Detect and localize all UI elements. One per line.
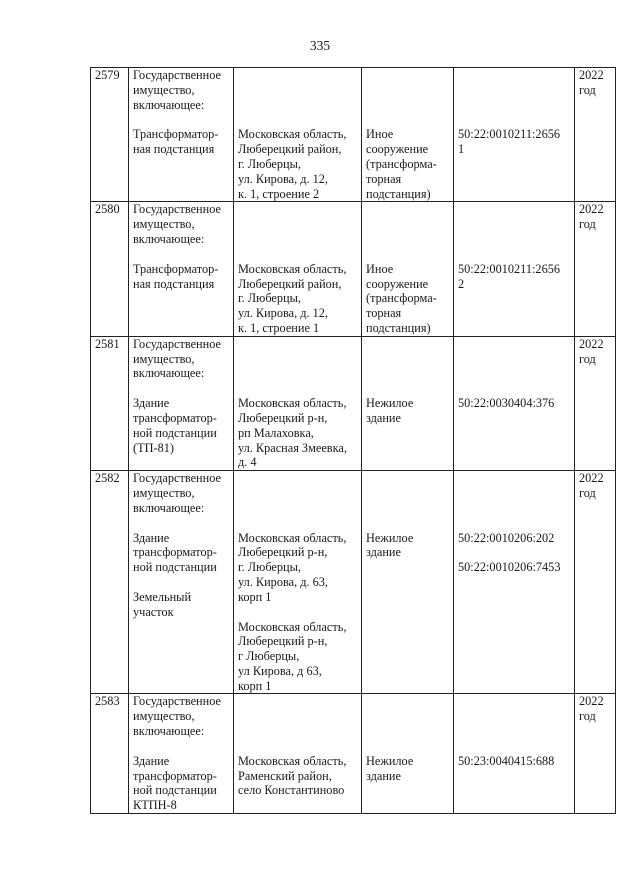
object-address-cell	[234, 202, 362, 336]
record-year-cell	[575, 694, 616, 814]
record-category: Государственное имущество, включающее:	[133, 336, 221, 381]
table-row	[91, 471, 616, 694]
object-name: Земельный участок	[133, 589, 192, 619]
record-year-cell	[575, 68, 616, 202]
object-name: Трансформатор- ная подстанция	[133, 261, 219, 291]
table-row	[91, 336, 616, 470]
record-year: 2022 год	[579, 694, 604, 724]
object-address: Московская область, Раменский район, село Константиново	[238, 753, 347, 798]
object-type: Нежилое здание	[366, 530, 414, 560]
record-number: 2580	[95, 202, 120, 217]
record-year: 2022 год	[579, 68, 604, 97]
object-address-cell	[234, 336, 362, 470]
object-type: Нежилое здание	[366, 753, 414, 783]
object-name: Здание трансформатор- ной подстанции КТПН-8	[133, 753, 217, 813]
object-address: Московская область, Люберецкий р-н, г Люберцы, ул Кирова, д 63, корп 1	[238, 619, 347, 693]
object-cadastral-cell	[454, 694, 575, 814]
object-type-cell	[362, 68, 454, 202]
object-cadastral: 50:22:0010211:2656 2	[458, 261, 561, 291]
object-name-cell	[129, 471, 234, 694]
object-address: Московская область, Люберецкий район, г. Люберцы, ул. Кирова, д. 12, к. 1, строение 2	[238, 127, 347, 201]
record-category: Государственное имущество, включающее:	[133, 202, 221, 246]
record-category: Государственное имущество, включающее:	[133, 694, 221, 739]
object-cadastral-cell	[454, 202, 575, 336]
object-type-cell	[362, 694, 454, 814]
object-address-cell	[234, 68, 362, 202]
page-number: 335	[309, 38, 331, 53]
object-name: Трансформатор- ная подстанция	[133, 127, 219, 157]
object-cadastral: 50:22:0030404:376	[458, 396, 555, 411]
object-address: Московская область, Люберецкий р-н, рп Малаховка, ул. Красная Змеевка, д. 4	[238, 396, 347, 470]
object-type-cell	[362, 202, 454, 336]
object-address: Московская область, Люберецкий район, г. Люберцы, ул. Кирова, д. 12, к. 1, строение 1	[238, 261, 347, 335]
record-year: 2022 год	[579, 471, 604, 500]
record-number-cell	[91, 336, 129, 470]
object-cadastral: 50:23:0040415:688	[458, 753, 555, 768]
record-number: 2583	[95, 694, 120, 709]
record-number: 2579	[95, 68, 120, 82]
table-row	[91, 68, 616, 202]
table-row	[91, 694, 616, 814]
object-cadastral-cell	[454, 336, 575, 470]
property-registry-table	[90, 67, 616, 814]
object-address-cell	[234, 694, 362, 814]
record-number-cell	[91, 694, 129, 814]
object-cadastral: 50:22:0010211:2656 1	[458, 127, 561, 157]
record-year: 2022 год	[579, 336, 604, 366]
object-name-cell	[129, 68, 234, 202]
record-year-cell	[575, 471, 616, 694]
record-number: 2581	[95, 336, 120, 351]
record-category: Государственное имущество, включающее:	[133, 471, 221, 515]
record-number-cell	[91, 471, 129, 694]
object-type: Иное сооружение (трансформа- торная подстанция)	[366, 261, 437, 335]
object-name-cell	[129, 336, 234, 470]
object-address: Московская область, Люберецкий р-н, г. Люберцы, ул. Кирова, д. 63, корп 1	[238, 530, 347, 604]
object-type-cell	[362, 471, 454, 694]
object-name-cell	[129, 694, 234, 814]
object-cadastral-cell	[454, 68, 575, 202]
object-cadastral: 50:22:0010206:202	[458, 530, 555, 545]
record-number-cell	[91, 202, 129, 336]
record-year: 2022 год	[579, 202, 604, 232]
table-row	[91, 202, 616, 336]
object-type: Нежилое здание	[366, 396, 414, 425]
object-type: Иное сооружение (трансформа- торная подстанция)	[366, 127, 437, 201]
record-category: Государственное имущество, включающее:	[133, 68, 221, 112]
object-address-cell	[234, 471, 362, 694]
record-number-cell	[91, 68, 129, 202]
record-number: 2582	[95, 471, 120, 486]
object-name: Здание трансформатор- ной подстанции (ТП-81)	[133, 396, 217, 455]
object-name-cell	[129, 202, 234, 336]
record-year-cell	[575, 336, 616, 470]
object-type-cell	[362, 336, 454, 470]
record-year-cell	[575, 202, 616, 336]
object-cadastral-cell	[454, 471, 575, 694]
object-cadastral: 50:22:0010206:7453	[458, 560, 561, 575]
object-name: Здание трансформатор- ной подстанции	[133, 530, 217, 575]
